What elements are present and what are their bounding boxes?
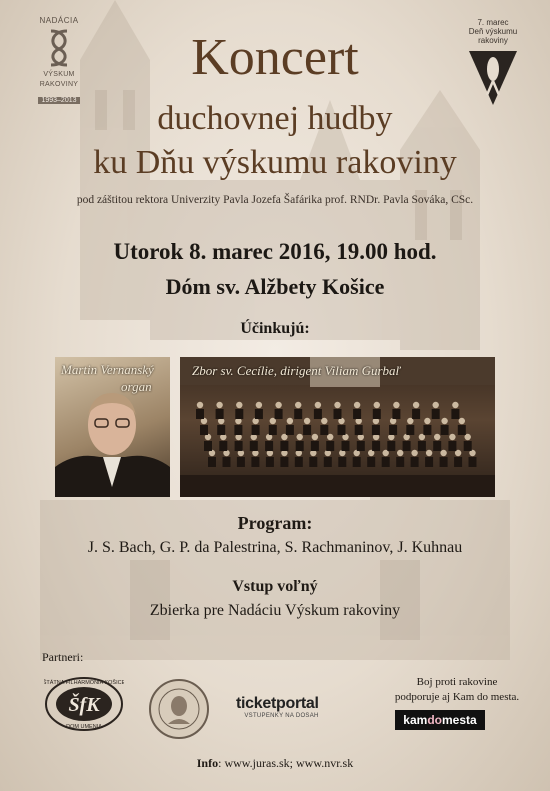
choir-member-body bbox=[403, 441, 411, 451]
event-datetime: Utorok 8. marec 2016, 19.00 hod. bbox=[113, 239, 437, 264]
choir-member bbox=[354, 402, 360, 408]
ticketportal-logo bbox=[236, 695, 319, 719]
choir-member-body bbox=[196, 409, 204, 419]
foundation-top-text: NADÁCIA bbox=[39, 16, 79, 25]
choir-member bbox=[295, 402, 301, 408]
choir-member bbox=[287, 418, 293, 424]
choir-member-body bbox=[392, 409, 400, 419]
entry-heading: Vstup voľný bbox=[232, 578, 318, 595]
title-line2: duchovnej hudby bbox=[157, 100, 393, 137]
choir-member-body bbox=[440, 457, 448, 467]
choir-member bbox=[452, 402, 458, 408]
campaign-line2: podporuje aj Kam do mesta. bbox=[394, 691, 520, 703]
choir-member-body bbox=[367, 457, 375, 467]
choir-member-body bbox=[425, 457, 433, 467]
info-text: : www.juras.sk; www.nvr.sk bbox=[218, 756, 354, 770]
organist-name: Martin Vernanský bbox=[61, 362, 154, 377]
collection-text: Zbierka pre Nadáciu Výskum rakoviny bbox=[149, 602, 401, 619]
partners-label: Partneri: bbox=[42, 650, 84, 664]
choir-member bbox=[197, 402, 203, 408]
choir-member-body bbox=[372, 425, 380, 435]
choir-member-body bbox=[338, 457, 346, 467]
choir-member bbox=[312, 434, 318, 440]
choir-member-body bbox=[216, 409, 224, 419]
choir-member-body bbox=[251, 457, 259, 467]
choir-member bbox=[459, 418, 465, 424]
choir-member bbox=[297, 434, 303, 440]
choir-member-body bbox=[326, 441, 334, 451]
choir-member-body bbox=[200, 425, 208, 435]
choir-member-body bbox=[334, 409, 342, 419]
choir-member bbox=[275, 402, 281, 408]
choir-member bbox=[393, 402, 399, 408]
performers-heading: Účinkujú: bbox=[240, 320, 310, 337]
title-line1: Koncert bbox=[191, 29, 359, 86]
choir-member-body bbox=[204, 441, 212, 451]
kdm-part3: mesta bbox=[442, 713, 477, 727]
ticketportal-name: ticketportal bbox=[236, 695, 319, 712]
info-label: Info bbox=[196, 756, 219, 770]
choir-member bbox=[426, 450, 432, 456]
choir-member-body bbox=[418, 441, 426, 451]
choir-member-body bbox=[217, 425, 225, 435]
choir-member-body bbox=[309, 457, 317, 467]
choir-member bbox=[256, 402, 262, 408]
choir-member-body bbox=[294, 409, 302, 419]
program-heading: Program: bbox=[237, 513, 313, 533]
choir-member bbox=[216, 402, 222, 408]
patronage-text: pod záštitou rektora Univerzity Pavla Jozefa Šafárika prof. RNDr. Pavla Sováka, CSc. bbox=[76, 194, 474, 206]
choir-member-body bbox=[387, 441, 395, 451]
choir-member bbox=[449, 434, 455, 440]
choir-member-body bbox=[441, 425, 449, 435]
choir-member-body bbox=[235, 409, 243, 419]
choir-member-body bbox=[355, 425, 363, 435]
choir-member-body bbox=[411, 457, 419, 467]
choir-member-body bbox=[458, 425, 466, 435]
choir-member-body bbox=[433, 441, 441, 451]
event-venue: Dóm sv. Alžbety Košice bbox=[165, 274, 385, 299]
organist-role: organ bbox=[121, 379, 152, 394]
kdm-part1: kam bbox=[403, 713, 428, 727]
choir-member-body bbox=[303, 425, 311, 435]
choir-member-body bbox=[250, 441, 258, 451]
choir-member bbox=[334, 402, 340, 408]
choir-member bbox=[434, 434, 440, 440]
choir-member-body bbox=[266, 457, 274, 467]
choir-member bbox=[321, 418, 327, 424]
sfk-ring-text: ŠTÁTNA FILHARMÓNIA KOŠICE bbox=[44, 680, 124, 686]
choir-member-body bbox=[314, 409, 322, 419]
choir-member bbox=[413, 402, 419, 408]
choir-member bbox=[441, 418, 447, 424]
choir-member-body bbox=[373, 409, 381, 419]
choir-member-body bbox=[454, 457, 462, 467]
choir-member-body bbox=[382, 457, 390, 467]
choir-member-body bbox=[353, 409, 361, 419]
kam-do-mesta-logo bbox=[395, 710, 485, 730]
foundation-years: 1993–2013 bbox=[38, 97, 79, 104]
choir-member-body bbox=[469, 457, 477, 467]
choir-member bbox=[315, 402, 321, 408]
choir-member-body bbox=[252, 425, 260, 435]
choir-member-body bbox=[234, 425, 242, 435]
organist-figure bbox=[55, 357, 170, 497]
day-badge-line2: Deň výskumu bbox=[468, 27, 518, 36]
sfk-letters: ŠfK bbox=[68, 694, 100, 716]
choir-member-body bbox=[464, 441, 472, 451]
choir-member bbox=[433, 402, 439, 408]
choir-member-body bbox=[255, 409, 263, 419]
sfk-bottom-text: DOM UMENIA bbox=[66, 724, 102, 730]
choir-member-body bbox=[269, 425, 277, 435]
choir-member bbox=[397, 450, 403, 456]
choir-member-body bbox=[311, 441, 319, 451]
choir-member bbox=[424, 418, 430, 424]
choir-member bbox=[440, 450, 446, 456]
choir-member-body bbox=[324, 457, 332, 467]
choir-member-body bbox=[406, 425, 414, 435]
choir-member-body bbox=[357, 441, 365, 451]
choir-member-body bbox=[235, 441, 243, 451]
kdm-part2: do bbox=[427, 713, 442, 727]
choir-member-body bbox=[389, 425, 397, 435]
foundation-brand-line2: RAKOVINY bbox=[39, 81, 79, 88]
choir-member-body bbox=[208, 457, 216, 467]
choir-member bbox=[411, 450, 417, 456]
choir-member-body bbox=[396, 457, 404, 467]
choir-member-body bbox=[280, 441, 288, 451]
info-line bbox=[0, 756, 550, 771]
foundation-brand-line1: VÝSKUM bbox=[43, 71, 75, 78]
choir-member-body bbox=[295, 457, 303, 467]
choir-member-body bbox=[451, 409, 459, 419]
campaign-text bbox=[392, 675, 522, 705]
choir-member-body bbox=[296, 441, 304, 451]
choir-member-body bbox=[372, 441, 380, 451]
choir-member-body bbox=[280, 457, 288, 467]
choir-member-body bbox=[265, 441, 273, 451]
choir-member-body bbox=[338, 425, 346, 435]
choir-member-body bbox=[423, 425, 431, 435]
choir-member-body bbox=[432, 409, 440, 419]
choir-member bbox=[236, 402, 242, 408]
choir-member-body bbox=[353, 457, 361, 467]
choir-member-body bbox=[448, 441, 456, 451]
choir-member-body bbox=[320, 425, 328, 435]
choir-member-body bbox=[223, 457, 231, 467]
day-badge-line1: 7. marec bbox=[477, 18, 509, 27]
title-line3: ku Dňu výskumu rakoviny bbox=[93, 144, 457, 181]
day-badge-line3: rakoviny bbox=[478, 36, 508, 45]
choir-member-body bbox=[286, 425, 294, 435]
choir-member-body bbox=[412, 409, 420, 419]
choir-member-body bbox=[342, 441, 350, 451]
choir-caption: Zbor sv. Cecílie, dirigent Viliam Gurbaľ bbox=[192, 363, 401, 378]
choir-member-body bbox=[219, 441, 227, 451]
ticketportal-sub: VSTUPENKY NA DOSAH bbox=[244, 713, 319, 719]
choir-member bbox=[304, 418, 310, 424]
program-composers: J. S. Bach, G. P. da Palestrina, S. Rachmaninov, J. Kuhnau bbox=[87, 539, 463, 556]
choir-photo bbox=[180, 357, 495, 497]
choir-member-body bbox=[237, 457, 245, 467]
sfk-logo bbox=[44, 676, 124, 737]
university-seal bbox=[148, 678, 210, 745]
choir-member bbox=[374, 402, 380, 408]
organist-photo bbox=[55, 357, 170, 497]
campaign-line1: Boj proti rakovine bbox=[416, 676, 498, 688]
choir-member-body bbox=[275, 409, 283, 419]
